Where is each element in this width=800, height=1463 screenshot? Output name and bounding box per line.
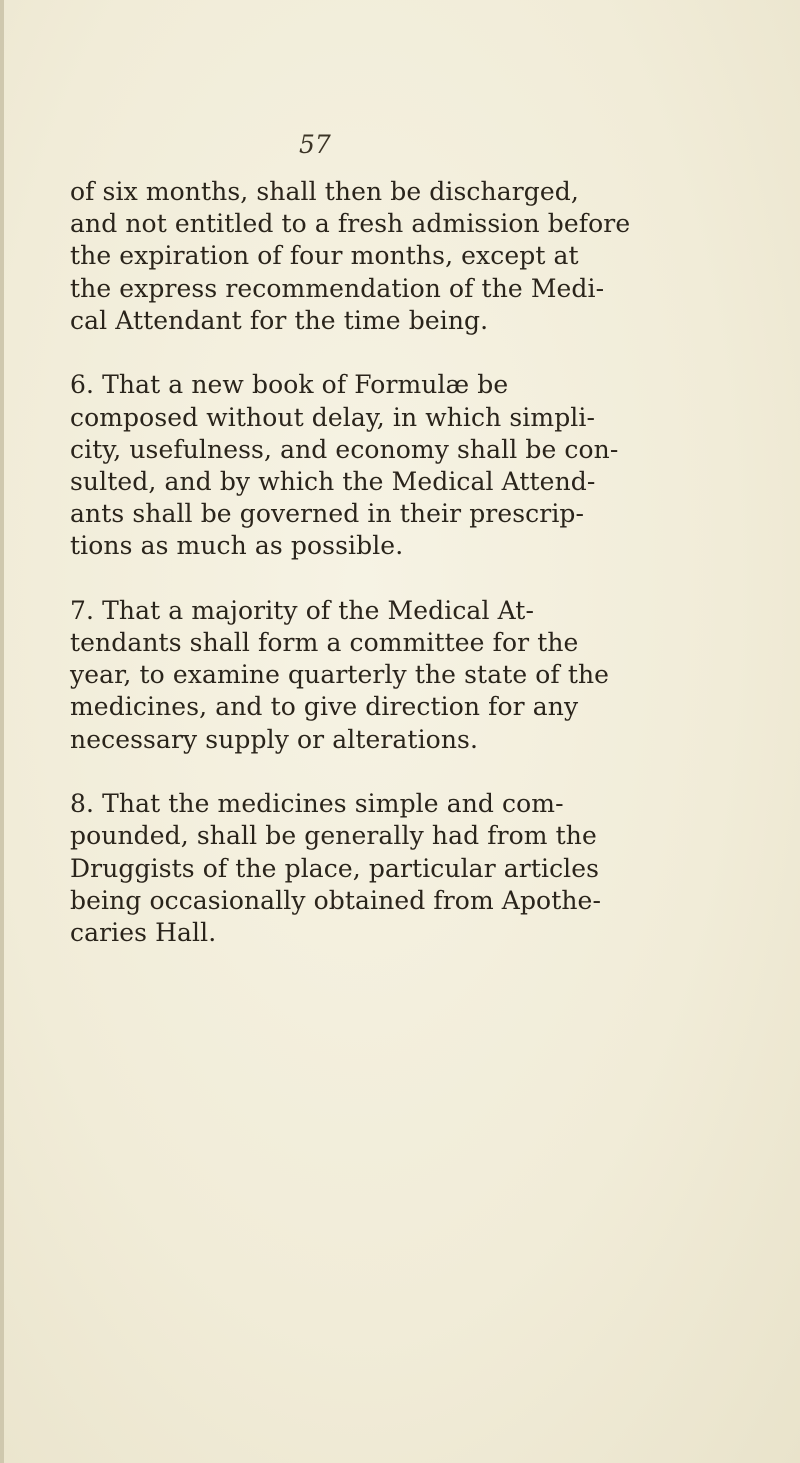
- text-line: caries Hall.: [70, 917, 217, 947]
- text-line: pounded, shall be generally had from the: [70, 821, 597, 851]
- paragraph-gap: [70, 562, 770, 594]
- text-line: Druggists of the place, particular articles: [70, 853, 600, 883]
- text-line: tendants shall form a committee for the: [70, 628, 579, 658]
- text-line: 7. That a majority of the Medical At-: [70, 595, 534, 625]
- text-line: medicines, and to give direction for any: [70, 692, 579, 722]
- text-line: year, to examine quarterly the state of the: [70, 660, 610, 690]
- text-line: the expiration of four months, except at: [70, 241, 579, 271]
- text-line: and not entitled to a fresh admission before: [70, 209, 631, 239]
- text-line: composed without delay, in which simpli-: [70, 402, 596, 432]
- paragraph-gap: [70, 337, 770, 369]
- text-line: necessary supply or alterations.: [70, 724, 478, 754]
- paragraph-7: [70, 595, 770, 756]
- text-line: being occasionally obtained from Apothe-: [70, 885, 602, 915]
- paragraph-gap: [70, 756, 770, 788]
- paragraph-8: [70, 788, 770, 949]
- text-line: tions as much as possible.: [70, 531, 404, 561]
- paragraph-6: [70, 369, 770, 562]
- text-line: cal Attendant for the time being.: [70, 305, 489, 335]
- text-line: city, usefulness, and economy shall be con-: [70, 434, 619, 464]
- text-line: ants shall be governed in their prescrip-: [70, 499, 585, 529]
- page-number: 57: [299, 130, 331, 159]
- paragraph-continuation: [70, 176, 770, 337]
- text-line: of six months, shall then be discharged,: [70, 177, 579, 206]
- text-line: 6. That a new book of Formulæ be: [70, 370, 509, 400]
- page-edge: [0, 0, 4, 1463]
- text-line: 8. That the medicines simple and com-: [70, 789, 564, 819]
- body-text: [70, 176, 770, 949]
- text-line: sulted, and by which the Medical Attend-: [70, 466, 596, 496]
- text-line: the express recommendation of the Medi-: [70, 273, 605, 303]
